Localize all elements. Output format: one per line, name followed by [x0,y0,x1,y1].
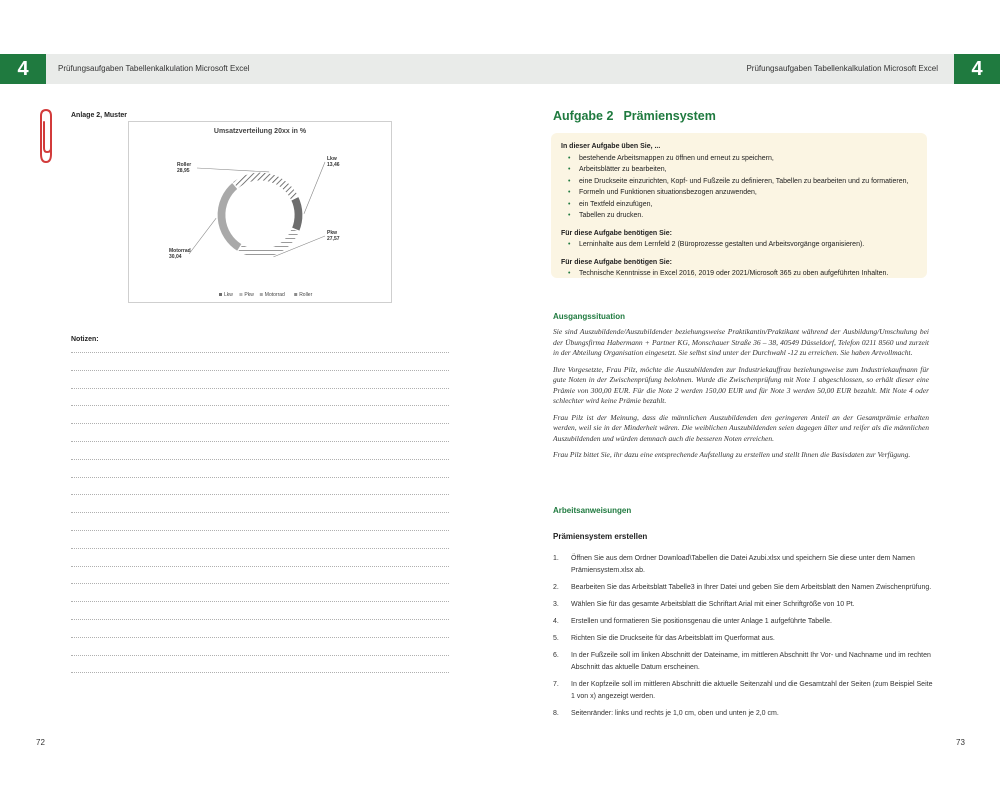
instruction-number: 7. [553,681,559,688]
instruction-item [553,599,933,611]
header-title-left: Prüfungsaufgaben Tabellenkalkulation Microsoft Excel [58,64,250,73]
instruction-number: 1. [553,555,559,562]
note-line [71,405,449,406]
instructions-list [553,553,933,725]
instruction-item [553,553,933,577]
instruction-number: 6. [553,652,559,659]
instruction-number: 5. [553,635,559,642]
legend-item: Pkw [244,292,254,298]
situation-text [553,327,929,467]
legend-item: Roller [299,292,313,298]
note-line [71,512,449,513]
data-label-category: Lkw [327,156,337,162]
data-label-value: 28,95 [177,168,190,174]
legend-swatch [219,293,222,296]
instruction-item [553,582,933,594]
instruction-text: Seitenränder: links und rechts je 1,0 cm, oben und unten je 2,0 cm. [571,710,779,717]
instruction-text: Öffnen Sie aus dem Ordner Download\Tabellen die Datei Azubi.xlsx und speichern Sie diese unter dem Namen Prämiensystem.xlsx ab. [571,555,915,574]
task-title [553,109,726,123]
notes-label: Notizen: [71,336,99,343]
situation-paragraph: Sie sind Auszubildende/Auszubildender beziehungsweise Praktikantin/Praktikant während der Ausbildung/Umschulung bei der Übungsfirma Habermann + Partner KG, Monschauer Straße 36 – 38, 40549 Düsseldorf, Telefon 0211 8560 und zurzeit in der Abteilung Organisation eingesetzt. Sie selbst sind unter der Durchwahl -12 zu erreichen. Sie haben Artvollmacht. [553,327,929,357]
intro-box [551,133,927,278]
note-line [71,619,449,620]
legend-swatch [260,293,263,296]
chapter-badge-right: 4 [954,54,1000,84]
instruction-number: 4. [553,618,559,625]
donut-slice-lkw [291,196,303,231]
instruction-text: In der Kopfzeile soll im mittleren Abschnitt die aktuelle Seitenzahl und die Gesamtzahl der Seiten (zum Beispiel Seite 1 von x) angezeigt werden. [571,681,933,700]
instruction-number: 3. [553,601,559,608]
situation-heading: Ausgangssituation [553,312,626,321]
instruction-item [553,633,933,645]
task-number: Aufgabe 2 [553,109,614,123]
chapter-badge-left: 4 [0,54,46,84]
data-label-value: 30,04 [169,254,182,260]
donut-slice-motorrad [217,182,242,251]
note-line [71,441,449,442]
note-line [71,370,449,371]
list-item: • Arbeitsblätter zu bearbeiten, [561,164,921,176]
note-line [71,583,449,584]
instruction-text: Erstellen und formatieren Sie positionsgenau die unter Anlage 1 aufgeführte Tabelle. [571,618,832,625]
data-label-value: 13,46 [327,162,340,168]
data-label-category: Roller [177,162,192,168]
note-line [71,352,449,353]
list-item: • Formeln und Funktionen situationsbezogen anzuwenden, [561,187,921,199]
task-name: Prämiensystem [623,109,716,123]
situation-paragraph: Frau Pilz ist der Meinung, dass die männlichen Auszubildenden den geringeren Anteil an der Gesamtprämie erhalten werden, weil sie in der Minderheit wären. Die weiblichen Auszubildenden seien dagegen älter und reifer als die männlichen Auszubildenden und würden demnach auch die besseren Noten erreichen. [553,412,929,443]
data-label-category: Pkw [327,230,338,236]
figure-label: Anlage 2, Muster [71,112,128,119]
intro-heading-1: In dieser Aufgabe üben Sie, ... [561,143,661,150]
instruction-text: In der Fußzeile soll im linken Abschnitt der Dateiname, im mittleren Abschnitt Ihr Vor- und Nachname und im rechten Abschnitt das aktuelle Datum erscheinen. [571,652,931,671]
paperclip-icon [38,108,56,166]
leader-line [304,162,325,214]
situation-paragraph: Ihre Vorgesetzte, Frau Pilz, möchte die Auszubildenden zur Industriekauffrau beziehungsweise zum Industriekaufmann für gute Noten in der Zwischenprüfung belohnen. Wurde die Zwischenprüfung mit Note 1 abgeschlossen, so erhält dieser eine Prämie von 300,00 EUR. Für die Note 2 werden 150,00 EUR und für Note 3 werden 50,00 EUR bezahlt. Mit Note 4 oder schlechter wird keine Prämie bezahlt. [553,364,929,405]
instruction-text: Richten Sie die Druckseite für das Arbeitsblatt im Querformat aus. [571,635,775,642]
note-line [71,566,449,567]
note-line [71,548,449,549]
page-number-right: 73 [956,738,965,747]
instruction-item [553,708,933,720]
note-line [71,477,449,478]
instruction-text: Wählen Sie für das gesamte Arbeitsblatt die Schriftart Arial mit einer Schriftgröße von 10 Pt. [571,601,855,608]
list-item: • eine Druckseite einzurichten, Kopf- und Fußzeile zu definieren, Tabellen zu bearbeiten und zu formatieren, [561,176,921,188]
instructions-subheading: Prämiensystem erstellen [553,532,648,541]
note-line [71,423,449,424]
donut-chart [129,122,391,302]
list-item: • ein Textfeld einzufügen, [561,199,921,211]
page-number-left: 72 [36,738,45,747]
data-label-category: Motorrad [169,248,191,254]
donut-slice-roller [232,172,298,200]
situation-paragraph: Frau Pilz bittet Sie, ihr dazu eine entsprechende Aufstellung zu erstellen und stellt Ihnen die Basisdaten zur Verfügung. [553,450,911,459]
right-page-header [500,54,1000,84]
note-line [71,655,449,656]
data-label-value: 27,57 [327,236,340,242]
note-line [71,672,449,673]
instruction-number: 2. [553,584,559,591]
legend-item: Lkw [224,292,233,298]
instructions-heading: Arbeitsanweisungen [553,506,632,515]
intro-heading-2: Für diese Aufgabe benötigen Sie: [561,229,672,237]
list-item: • Tabellen zu drucken. [561,210,921,222]
chart-title: Umsatzverteilung 20xx in % [213,128,307,135]
list-item: • Lerninhalte aus dem Lernfeld 2 (Büroprozesse gestalten und Arbeitsvorgänge organisieren). [561,239,921,251]
note-line [71,459,449,460]
left-page-header [0,54,500,84]
leader-line [189,218,216,254]
note-line [71,530,449,531]
instruction-item [553,650,933,674]
list-item: • bestehende Arbeitsmappen zu öffnen und erneut zu speichern, [561,153,921,165]
note-line [71,601,449,602]
leader-line [197,168,269,172]
note-line [71,494,449,495]
instruction-item [553,679,933,703]
chart-frame [128,121,392,303]
instruction-text: Bearbeiten Sie das Arbeitsblatt Tabelle3 in Ihrer Datei und geben Sie dem Arbeitsblatt den Namen Zwischenprüfung. [571,584,932,591]
donut-slice-pkw [237,228,299,258]
list-item: • Technische Kenntnisse in Excel 2016, 2019 oder 2021/Microsoft 365 zu oben aufgeführten Inhalten. [561,268,921,280]
instruction-number: 8. [553,710,559,717]
note-line [71,637,449,638]
instruction-item [553,616,933,628]
intro-heading-3: Für diese Aufgabe benötigen Sie: [561,258,672,266]
legend-swatch [294,293,297,296]
header-title-right: Prüfungsaufgaben Tabellenkalkulation Microsoft Excel [746,64,938,73]
legend-item: Motorrad [264,292,285,298]
note-line [71,388,449,389]
legend-swatch [239,293,242,296]
